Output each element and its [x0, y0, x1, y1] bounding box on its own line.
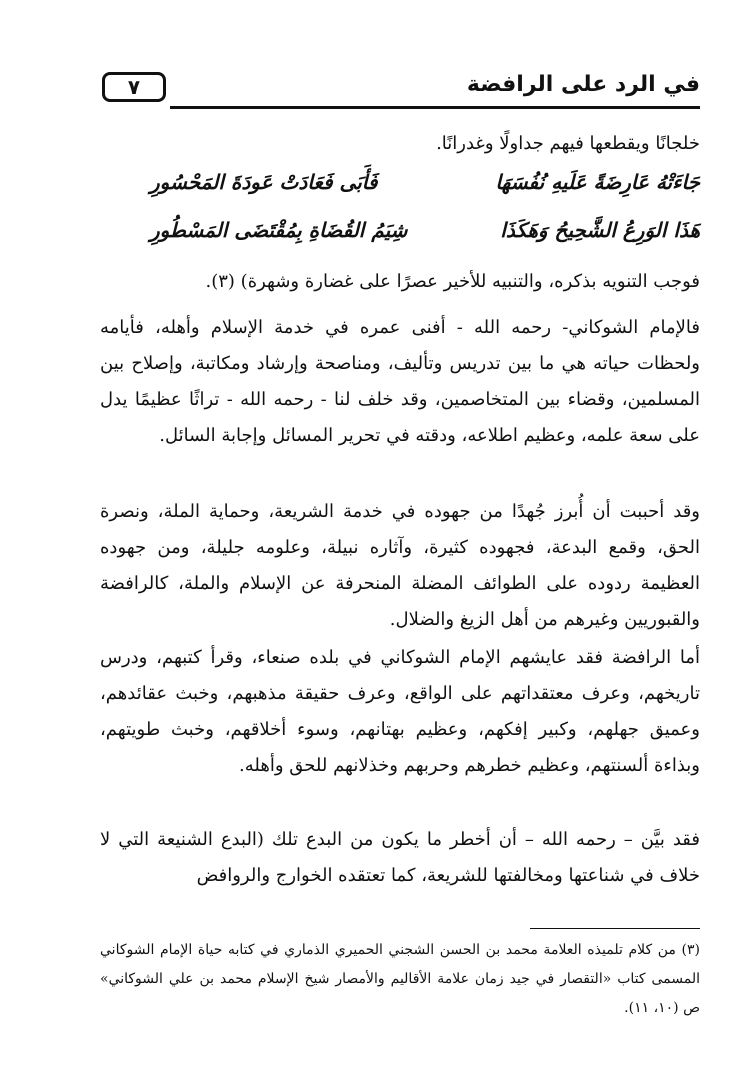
paragraph-4: أما الرافضة فقد عايشهم الإمام الشوكاني في بلده صنعاء، وقرأ كتبهم، ودرس تاريخهم، وعرف معتقداتهم على الواقع، وعرف حقيقة مذهبهم، وخبث عقائدهم، وعميق جهلهم، وكبير إفكهم، وعظيم بهتانهم، وسوء أخلاقهم، وخبث طويتهم، وبذاءة ألسنتهم، وعظيم خطرهم وحربهم وخذلانهم للحق وأهله. [100, 647, 700, 776]
paragraph-5: فقد بيَّن – رحمه الله – أن أخطر ما يكون من البدع تلك (البدع الشنيعة التي لا خلاف في شناعتها ومخالفتها للشريعة، كما تعتقده الخوارج والروافض [100, 829, 700, 886]
footnote-rule [530, 928, 700, 929]
poem-line-1-hemistich-2: فَأَبَى فَعَادَتْ عَودَةَ المَحْسُورِ [150, 170, 378, 194]
poem-line-1 [150, 170, 700, 194]
poem-line-1-hemistich-1: جَاءَتْهُ عَارِضَةً عَلَيهِ نُفُسَهَا [495, 170, 700, 194]
paragraph-2: فالإمام الشوكاني- رحمه الله - أفنى عمره في خدمة الإسلام وأهله، فأيامه ولحظات حياته هي ما بين تدريس وتأليف، ومناصحة وإرشاد ومكاتبة، وإصلاح بين المسلمين، وقضاء بين المتخاصمين، وقد خلف لنا - رحمه الله - تراثًا عظيمًا يدل على سعة علمه، وعظيم اطلاعه، ودقته في تحرير المسائل وإجابة السائل. [100, 317, 700, 446]
paragraph-3: وقد أحببت أن أُبرز جُهدًا من جهوده في خدمة الشريعة، وحماية الملة، ونصرة الحق، وقمع البدعة، فجهوده كثيرة، وآثاره نبيلة، وعلومه جليلة، ومن جهوده العظيمة ردوده على الطوائف المضلة المنحرفة عن الإسلام والملة، كالرافضة والقبوريين وغيرهم من أهل الزيغ والضلال. [100, 501, 700, 630]
running-title: في الرد على الرافضة [466, 72, 700, 97]
paragraph-1: فوجب التنويه بذكره، والتنبيه للأخير عصرًا على غضارة وشهرة) (٣). [205, 271, 700, 292]
page-header [100, 62, 700, 112]
page-number: ٧ [127, 75, 141, 99]
poem-line-2-hemistich-2: شِيَمُ القُضَاةِ بِمُقْتَضَى المَسْطُورِ [150, 218, 408, 242]
page-number-box [102, 72, 166, 102]
poem-line-2 [150, 218, 700, 242]
header-rule [170, 106, 700, 109]
footnote-3: (٣) من كلام تلميذه العلامة محمد بن الحسن الشجني الحميري الذماري في كتابه حياة الإمام الشوكاني المسمى كتاب «التقصار في جيد زمان علامة الأقاليم والأمصار شيخ الإسلام محمد بن علي الشوكاني» ص (١٠، ١١). [100, 942, 700, 1016]
poem-line-2-hemistich-1: هَذَا الوَرِعُ الشَّحِيحُ وَهَكَذَا [500, 218, 700, 242]
intro-line: خلجانًا ويقطعها فيهم جداولًا وغدرانًا. [436, 133, 700, 154]
